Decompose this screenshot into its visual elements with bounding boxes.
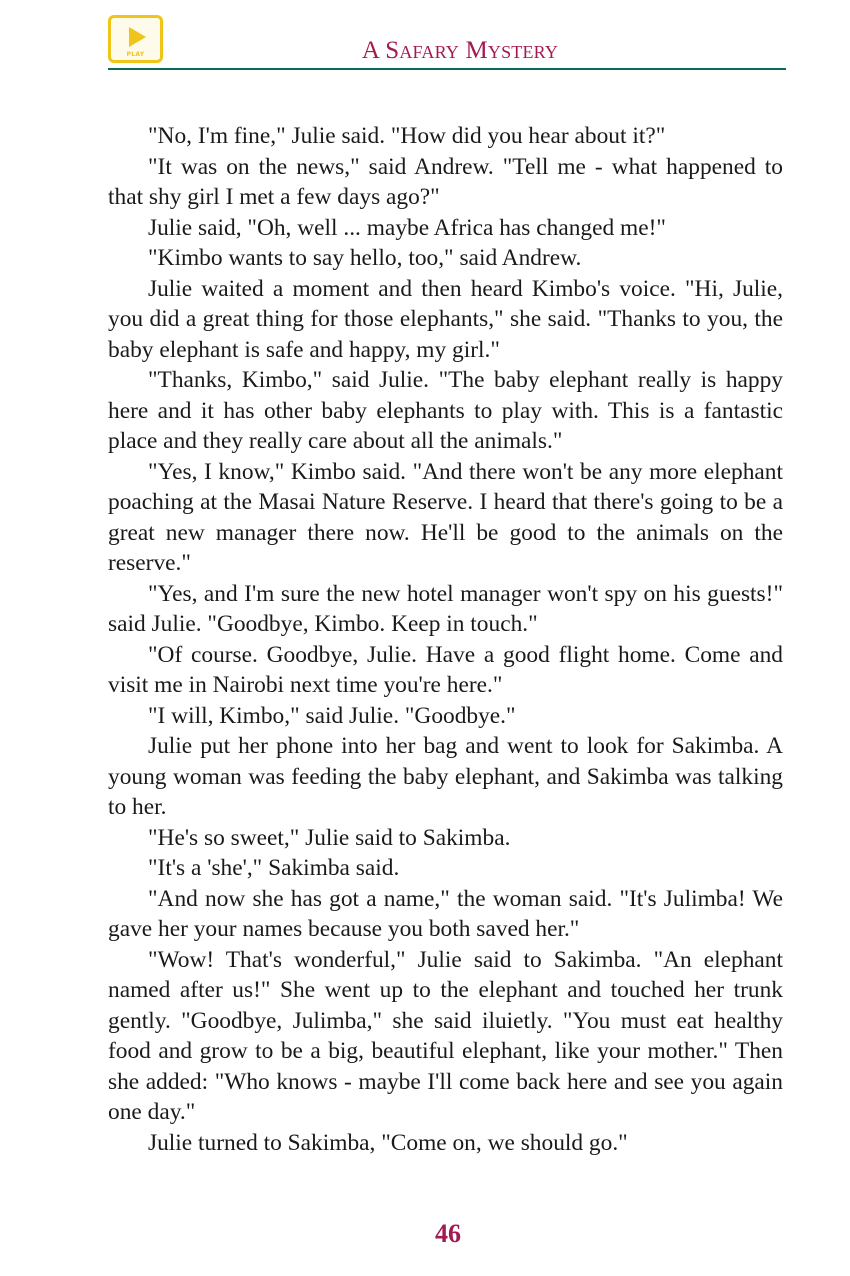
story-text <box>108 121 783 1158</box>
paragraph: "Wow! That's wonderful," Julie said to Sakimba. "An elephant named after us!" She went up to the elephant and touched her trunk gently. "Goodbye, Julimba," she said iluietly. "You must eat healthy food and grow to be a big, beautiful elephant, like your mother." Then she added: "Who knows - maybe I'll come back here and see you again one day." <box>108 946 783 1125</box>
paragraph: "And now she has got a name," the woman said. "It's Julimba! We gave her your names because you both saved her." <box>108 885 783 942</box>
book-title: A Safary Mystery <box>361 37 559 64</box>
paragraph: "Thanks, Kimbo," said Julie. "The baby elephant really is happy here and it has other baby elephants to play with. This is a fantastic place and they really care about all the animals." <box>108 367 783 454</box>
play-label: PLAY <box>126 51 145 58</box>
paragraph: Julie turned to Sakimba, "Come on, we should go." <box>148 1129 628 1156</box>
paragraph: "Kimbo wants to say hello, too," said Andrew. <box>148 245 582 271</box>
page-number: 46 <box>435 1219 461 1248</box>
paragraph: "He's so sweet," Julie said to Sakimba. <box>148 824 511 851</box>
play-button[interactable] <box>108 15 163 63</box>
paragraph: "I will, Kimbo," said Julie. "Goodbye." <box>148 702 516 729</box>
paragraph: "It was on the news," said Andrew. "Tell me - what happened to that shy girl I met a few days ago?" <box>108 153 783 210</box>
paragraph: Julie waited a moment and then heard Kimbo's voice. "Hi, Julie, you did a great thing for those elephants," she said. "Thanks to you, the baby elephant is safe and happy, my girl." <box>108 275 783 363</box>
paragraph: "It's a 'she'," Sakimba said. <box>148 855 400 881</box>
paragraph: "Yes, and I'm sure the new hotel manager won't spy on his guests!" said Julie. "Goodbye, Kimbo. Keep in touch." <box>108 580 783 637</box>
header-divider <box>108 68 786 70</box>
play-icon <box>129 27 146 47</box>
paragraph: Julie said, "Oh, well ... maybe Africa has changed me!" <box>148 214 666 241</box>
paragraph: "No, I'm fine," Julie said. "How did you hear about it?" <box>148 123 666 149</box>
paragraph: "Yes, I know," Kimbo said. "And there won't be any more elephant poaching at the Masai Nature Reserve. I heard that there's going to be a great new manager there now. He'll be good to the animals on the reserve." <box>108 458 783 576</box>
paragraph: "Of course. Goodbye, Julie. Have a good flight home. Come and visit me in Nairobi next time you're here." <box>108 641 783 698</box>
paragraph: Julie put her phone into her bag and went to look for Sakimba. A young woman was feeding the baby elephant, and Sakimba was talking to her. <box>108 733 783 820</box>
